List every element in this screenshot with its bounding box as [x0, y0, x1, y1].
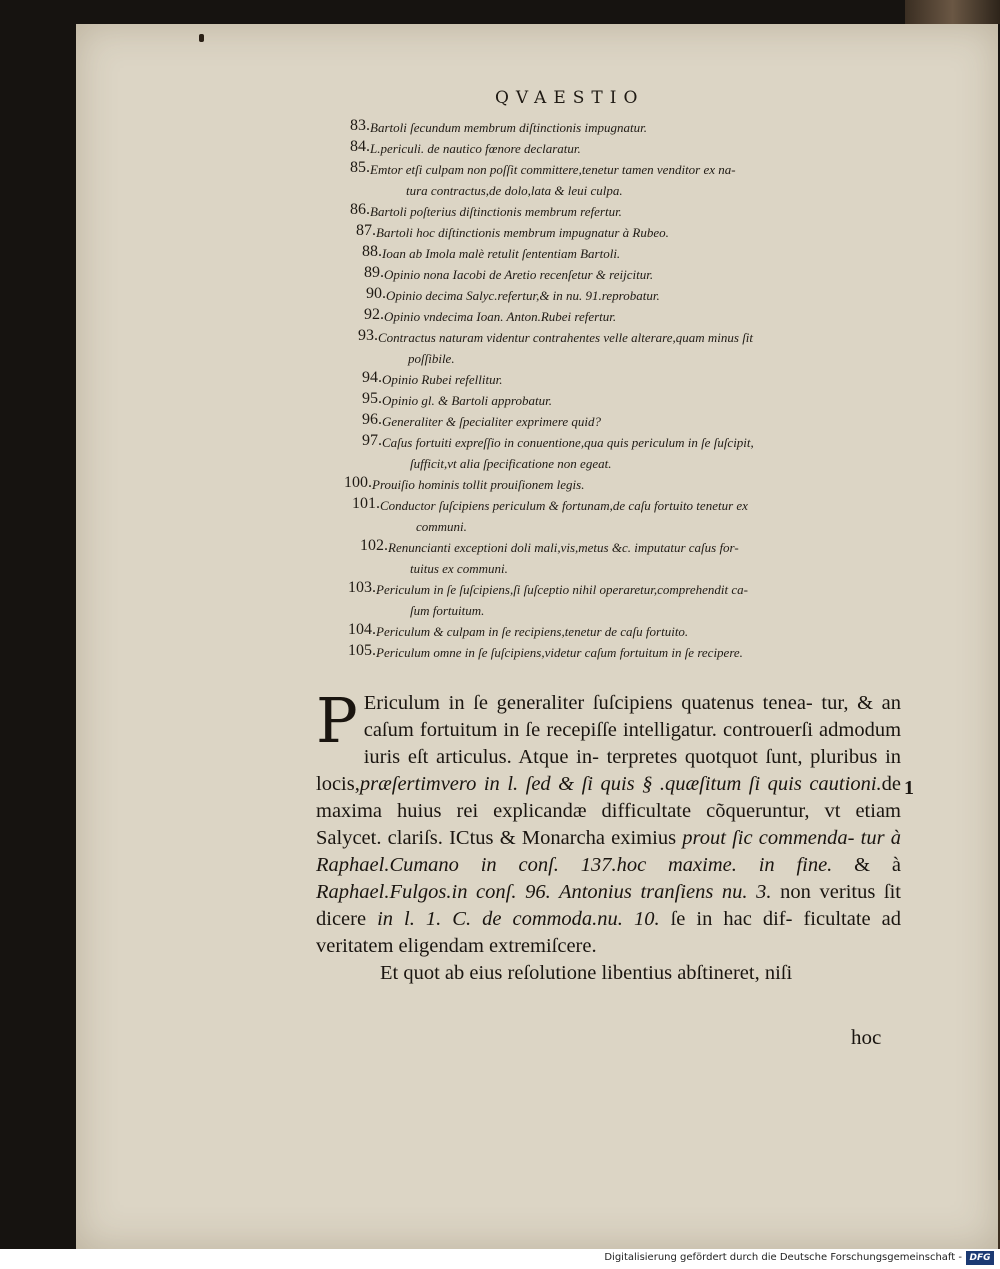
entry-number: 104. — [348, 621, 376, 638]
index-entry — [324, 243, 900, 264]
body-line: Ericulum in ſe generaliter ſuſcipiens quatenus tenea- — [363, 692, 813, 714]
entry-number: 86. — [350, 201, 370, 218]
entry-text: Opinio nona Iacobi de Aretio recenſetur & reijcitur. — [384, 267, 654, 282]
body-line: de maxima huius — [316, 773, 901, 822]
body-line: ficultate ad veritatem eligendam extremiſcere. — [316, 908, 901, 957]
body-line: clariſs. ICtus & Monarcha eximius — [387, 827, 683, 849]
entry-number: 93. — [358, 327, 378, 344]
entry-number: 89. — [364, 264, 384, 281]
entry-number: 97. — [362, 432, 382, 449]
entry-text: Periculum in ſe ſuſcipiens,ſi ſuſceptio nihil operaretur,comprehendit ca- — [376, 582, 748, 597]
entry-text: Opinio gl. & Bartoli approbatur. — [382, 393, 552, 408]
entry-text: Periculum omne in ſe ſuſcipiens,videtur caſum fortuitum in ſe recipere. — [376, 645, 743, 660]
entry-text: Opinio Rubei refellitur. — [382, 372, 503, 387]
index-entry — [330, 537, 900, 579]
entry-number: 87. — [356, 222, 376, 239]
entry-text: Ioan ab Imola malè retulit ſententiam Bartoli. — [382, 246, 621, 261]
body-italic: l. ſed & ſi quis § .quæſitum ſi quis cautioni. — [507, 773, 882, 795]
footer-credit: Digitalisierung gefördert durch die Deutsche Forschungsgemeinschaft - — [604, 1252, 962, 1263]
index-entry — [326, 306, 900, 327]
index-entry — [316, 117, 900, 138]
index-entry — [326, 264, 900, 285]
entry-number: 96. — [362, 411, 382, 428]
index-entry — [316, 159, 900, 201]
entry-text: Opinio decima Salyc.refertur,& in nu. 91.reprobatur. — [386, 288, 660, 303]
entry-text: Prouiſio hominis tollit prouiſionem legis. — [372, 477, 585, 492]
index-entry — [330, 621, 900, 642]
entry-number: 103. — [348, 579, 376, 596]
entry-text: Bartoli ſecundum membrum diſtinctionis impugnatur. — [370, 120, 647, 135]
entry-text: Emtor etſi culpam non poſſit committere,tenetur tamen venditor ex na- — [370, 162, 736, 177]
entry-number: 105. — [348, 642, 376, 659]
dfg-logo[interactable]: DFG — [966, 1251, 994, 1265]
entry-text: Caſus fortuiti expreſſio in conuentione,qua quis periculum in ſe ſuſcipit, — [382, 435, 754, 450]
index-entry — [324, 327, 900, 369]
entry-number: 92. — [364, 306, 384, 323]
drop-cap: P — [316, 684, 358, 757]
body-italic: prout ſic commenda- — [682, 827, 855, 849]
body-line: veritus ſit dicere — [316, 881, 902, 930]
index-entry — [316, 138, 900, 159]
entry-text-continued: communi. — [416, 519, 467, 534]
entry-text-continued: tura contractus,de dolo,lata & leui culpa. — [406, 183, 623, 198]
margin-note: 1 — [904, 777, 914, 799]
body-line: controuerſi admodum iuris eſt articulus. Atque in- — [363, 719, 902, 768]
index-entry — [326, 369, 900, 390]
index-entry — [334, 495, 900, 537]
index-entry — [322, 222, 900, 243]
body-line: tur, & an caſum fortuitum in ſe recepiſſe intelligatur. — [363, 692, 902, 741]
body-line: à — [891, 854, 901, 876]
catchword: hoc — [851, 1025, 882, 1049]
body-paragraph — [316, 684, 902, 987]
body-line: terpretes quotquot ſunt, pluribus in locis, — [316, 746, 902, 795]
entry-number: 83. — [350, 117, 370, 134]
footer-bar — [0, 1249, 1000, 1269]
entry-text-continued: tuitus ex communi. — [410, 561, 508, 576]
index-entry — [326, 411, 900, 432]
body-italic: tur à Raphael.Cumano in conſ. 137.hoc maxime. in fine. — [316, 827, 902, 876]
index-entry — [326, 474, 900, 495]
entry-text-continued: ſum fortuitum. — [410, 603, 485, 618]
running-head: QVAESTIO — [495, 88, 645, 108]
entry-number: 100. — [344, 474, 372, 491]
entry-text: Contractus naturam videntur contrahentes velle alterare,quam minus ſit — [378, 330, 754, 345]
entry-number: 102. — [360, 537, 388, 554]
entry-text: Conductor ſuſcipiens periculum & fortunam,de caſu fortuito tenetur ex — [380, 498, 748, 513]
body-line: non — [771, 881, 811, 903]
body-line: rei explicandæ difficultate cõqueruntur, vt etiam Salycet. — [316, 800, 901, 849]
entry-text: Opinio vndecima Ioan. Anton.Rubei refertur. — [384, 309, 617, 324]
index-entry — [326, 432, 900, 474]
entry-text-continued: poſſibile. — [408, 351, 455, 366]
body-italic: in l. 1. C. de commoda.nu. 10. — [377, 908, 660, 930]
body-italic: Raphael.Fulgos.in conſ. 96. Antonius tranſiens nu. 3. — [316, 881, 772, 903]
entry-text: Periculum & culpam in ſe recipiens,tenetur de caſu fortuito. — [376, 624, 689, 639]
entry-text: Bartoli poſterius diſtinctionis membrum refertur. — [370, 204, 622, 219]
entry-number: 94. — [362, 369, 382, 386]
entry-text: L.periculi. de nautico fœnore declaratur. — [370, 141, 581, 156]
body-line: ſe in hac dif- — [659, 908, 793, 930]
entry-text: Bartoli hoc diſtinctionis membrum impugnatur à Rubeo. — [376, 225, 669, 240]
book-edge — [905, 0, 1000, 24]
entry-number: 84. — [350, 138, 370, 155]
entry-text: Renuncianti exceptioni doli mali,vis,metus &c. imputatur caſus for- — [388, 540, 739, 555]
entry-number: 88. — [362, 243, 382, 260]
entry-number: 85. — [350, 159, 370, 176]
index-entry — [328, 285, 900, 306]
entry-number: 95. — [362, 390, 382, 407]
entry-number: 90. — [366, 285, 386, 302]
entry-text: Generaliter & ſpecialiter exprimere quid? — [382, 414, 602, 429]
ink-spot — [199, 34, 204, 42]
index-entry — [330, 579, 900, 621]
index-entry — [316, 201, 900, 222]
index-list — [300, 117, 900, 663]
entry-number: 101. — [352, 495, 380, 512]
body-line: & — [832, 854, 871, 876]
entry-text-continued: ſufficit,vt alia ſpecificatione non egeat. — [410, 456, 612, 471]
body-line: Et quot ab eius reſolutione libentius abſtineret, niſi — [380, 962, 793, 984]
index-entry — [330, 642, 900, 663]
body-italic: præſertimvero in — [359, 773, 500, 795]
index-entry — [326, 390, 900, 411]
